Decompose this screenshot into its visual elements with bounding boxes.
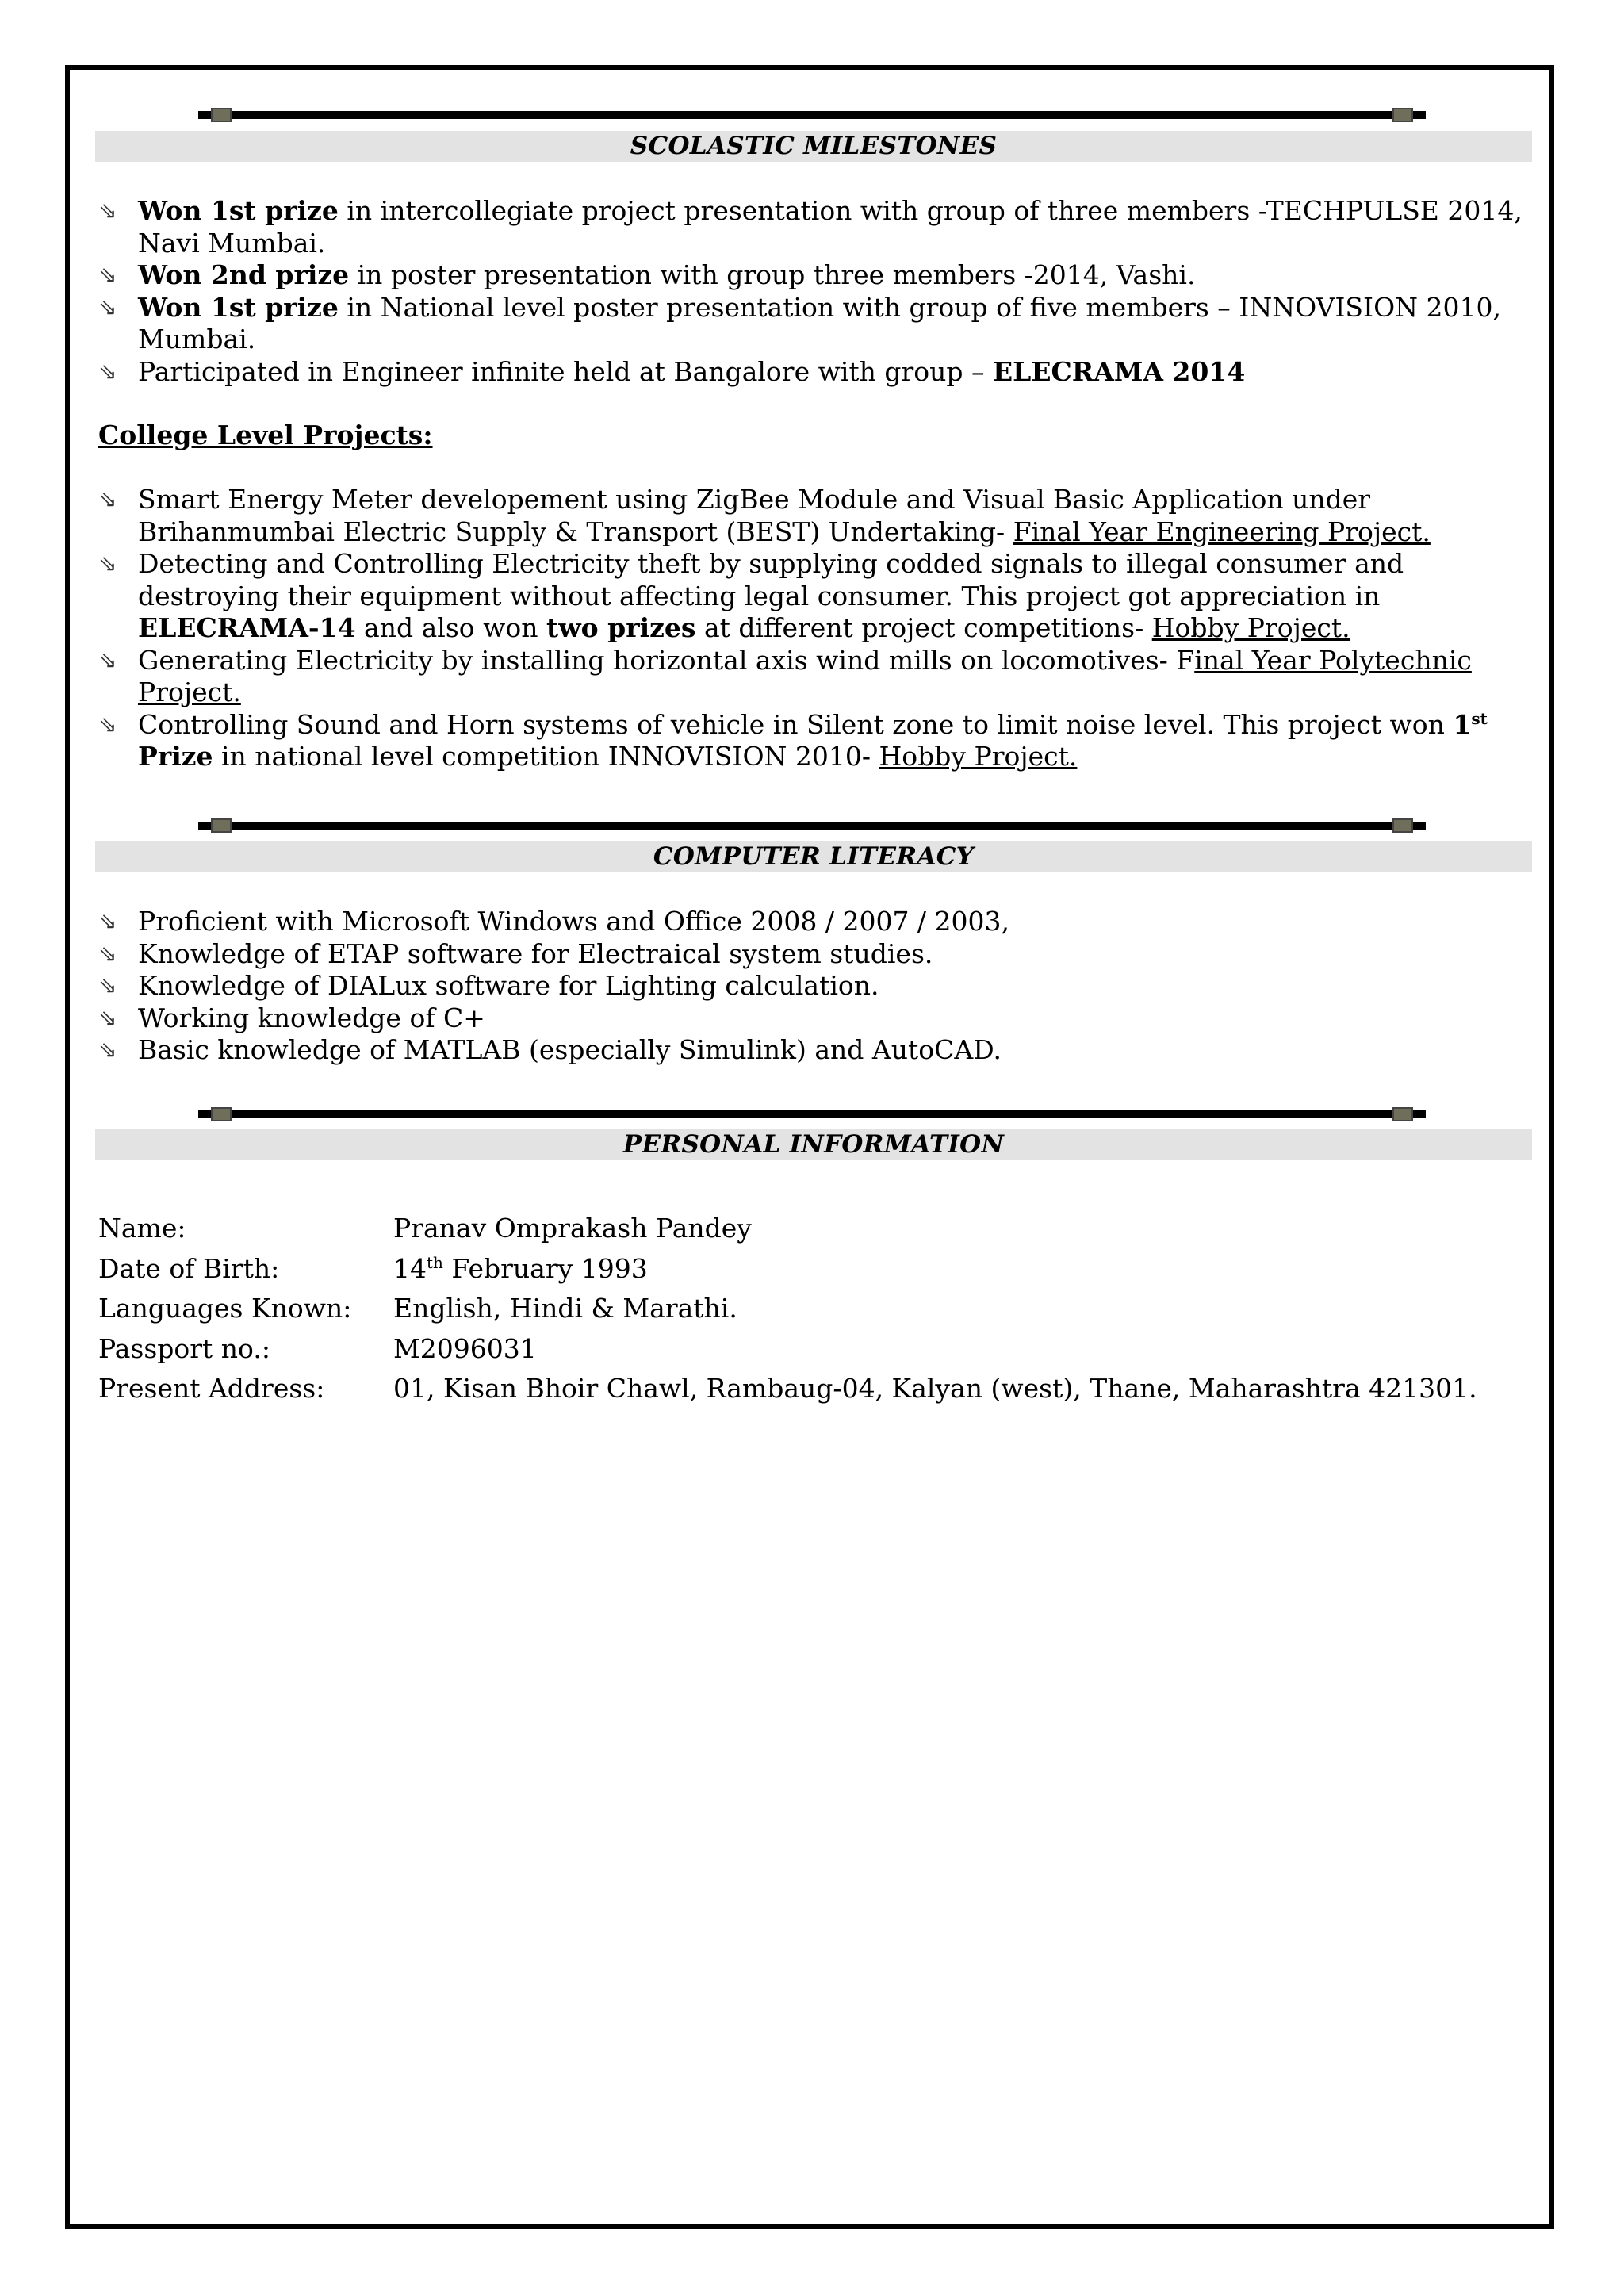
section-title-scholastic: SCOLASTIC MILESTONES [95, 131, 1532, 162]
section-divider [198, 1110, 1426, 1118]
arrow-bullet-icon: ⇘ [98, 1004, 117, 1031]
item-text: in intercollegiate project presentation with group of three members -TECHPULSE 2014, Navi Mumbai. [138, 195, 1522, 259]
dob-day: 14 [393, 1252, 427, 1284]
item-text: at different project competitions- [695, 612, 1152, 643]
list-item [95, 709, 1522, 773]
info-label: Date of Birth: [98, 1252, 280, 1284]
list-item [95, 906, 1522, 938]
project-type: Final Year Engineering Project. [1013, 516, 1431, 547]
item-text: Controlling Sound and Horn systems of vehicle in Silent zone to limit noise level. This project won [138, 708, 1454, 740]
item-text: and also won [355, 612, 546, 643]
scholastic-list [95, 195, 1522, 388]
info-label: Present Address: [98, 1373, 325, 1404]
arrow-bullet-icon: ⇘ [98, 1037, 117, 1063]
item-bold: 1 [1453, 708, 1472, 740]
project-type: Hobby Project. [1151, 612, 1350, 643]
arrow-bullet-icon: ⇘ [98, 262, 117, 288]
info-value [393, 1249, 648, 1290]
list-item [95, 259, 1522, 292]
item-bold: Won 1st prize [138, 291, 339, 323]
list-item [95, 1002, 1522, 1035]
section-divider [198, 111, 1426, 119]
arrow-bullet-icon: ⇘ [98, 358, 117, 385]
info-value: Pranav Omprakash Pandey [393, 1213, 752, 1244]
divider-cap [211, 108, 232, 122]
item-text: in National level poster presentation with group of five members – INNOVISION 2010, Mumbai. [138, 291, 1501, 355]
list-item [95, 548, 1522, 645]
item-text: Working knowledge of C+ [138, 1002, 485, 1033]
item-superscript: st [1471, 708, 1488, 728]
divider-cap [1392, 1107, 1413, 1121]
divider-cap [211, 818, 232, 833]
project-type: Hobby Project. [879, 741, 1078, 772]
item-text: Knowledge of ETAP software for Electraical system studies. [138, 937, 933, 969]
info-label: Name: [98, 1213, 186, 1244]
arrow-bullet-icon: ⇘ [98, 908, 117, 934]
item-text: Detecting and Controlling Electricity theft by supplying codded signals to illegal consumer and destroying their equipment without affecting legal consumer. This project got appreciation in [138, 548, 1404, 611]
arrow-bullet-icon: ⇘ [98, 550, 117, 577]
item-bold: Prize [138, 741, 213, 772]
college-projects-list [95, 484, 1522, 773]
list-item [95, 484, 1522, 548]
item-text: in national level competition INNOVISION 2010- [213, 741, 879, 772]
item-bold: two prizes [546, 612, 696, 643]
item-text: Generating Electricity by installing horizontal axis wind mills on locomotives- F [138, 644, 1195, 676]
list-item [95, 970, 1522, 1002]
item-bold: Won 2nd prize [138, 259, 350, 290]
dob-suffix: th [427, 1252, 443, 1272]
arrow-bullet-icon: ⇘ [98, 646, 117, 673]
item-text: Knowledge of DIALux software for Lighting calculation. [138, 970, 879, 1001]
info-label: Languages Known: [98, 1293, 352, 1324]
divider-cap [1392, 108, 1413, 122]
college-projects-heading: College Level Projects: [98, 420, 433, 450]
divider-cap [211, 1107, 232, 1121]
arrow-bullet-icon: ⇘ [98, 972, 117, 999]
arrow-bullet-icon: ⇘ [98, 197, 117, 224]
divider-cap [1392, 818, 1413, 833]
section-title-personal: PERSONAL INFORMATION [95, 1129, 1532, 1160]
item-text: Smart Energy Meter developement using ZigBee Module and Visual Basic Application under Brihanmumbai Electric Supply & Transport (BEST) Undertaking- [138, 484, 1371, 547]
section-divider [198, 822, 1426, 830]
item-text: in poster presentation with group three members -2014, Vashi. [349, 259, 1196, 290]
dob-rest: February 1993 [442, 1252, 648, 1284]
arrow-bullet-icon: ⇘ [98, 940, 117, 967]
info-value: 01, Kisan Bhoir Chawl, Rambaug-04, Kalyan (west), Thane, Maharashtra 421301. [393, 1373, 1477, 1404]
item-text: Participated in Engineer infinite held at Bangalore with group – [138, 355, 994, 387]
section-title-computer: COMPUTER LITERACY [95, 841, 1532, 872]
list-item [95, 645, 1522, 709]
arrow-bullet-icon: ⇘ [98, 711, 117, 738]
computer-list [95, 906, 1522, 1067]
list-item [95, 195, 1522, 259]
list-item [95, 356, 1522, 389]
list-item [95, 292, 1522, 356]
project-type: inal Year Polytechnic Project. [138, 644, 1472, 707]
info-label: Passport no.: [98, 1332, 270, 1364]
item-bold: Won 1st prize [138, 195, 339, 226]
info-value: M2096031 [393, 1332, 537, 1364]
arrow-bullet-icon: ⇘ [98, 486, 117, 512]
list-item [95, 938, 1522, 971]
item-bold: ELECRAMA-14 [138, 612, 356, 643]
item-text: Proficient with Microsoft Windows and Office 2008 / 2007 / 2003, [138, 906, 1010, 937]
item-text: Basic knowledge of MATLAB (especially Simulink) and AutoCAD. [138, 1034, 1002, 1065]
list-item [95, 1034, 1522, 1067]
item-bold: ELECRAMA 2014 [993, 355, 1246, 387]
arrow-bullet-icon: ⇘ [98, 293, 117, 320]
info-value: English, Hindi & Marathi. [393, 1293, 737, 1324]
